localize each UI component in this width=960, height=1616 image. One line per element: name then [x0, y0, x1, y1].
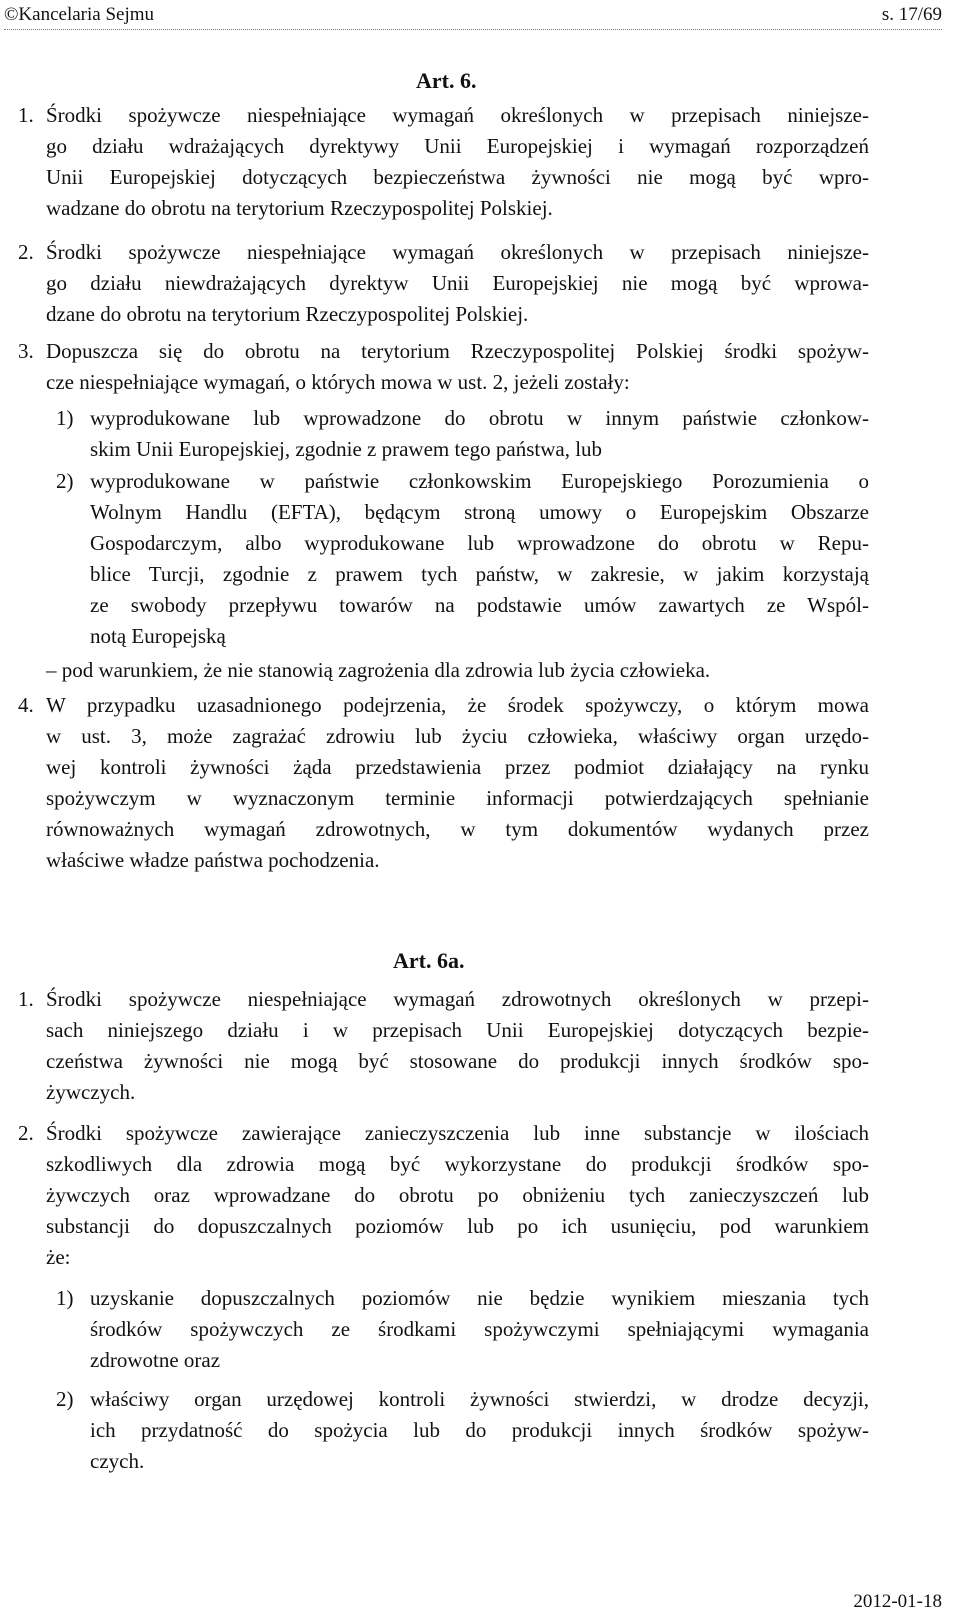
- art6a-p2-item-1: [90, 1283, 869, 1376]
- text-line: sach niniejszego działu i w przepisach Unii Europejskiej dotyczących bezpie-: [46, 1018, 869, 1042]
- text-line: wadzane do obrotu na terytorium Rzeczypospolitej Polskiej.: [46, 196, 553, 220]
- text-line: czych.: [90, 1449, 145, 1473]
- text-line: Gospodarczym, albo wyprodukowane lub wprowadzone do obrotu w Repu-: [90, 531, 869, 555]
- text-line: wyprodukowane w państwie członkowskim Europejskiego Porozumienia o: [90, 469, 869, 493]
- text-line: że:: [46, 1245, 71, 1269]
- text-line: czeństwa żywności nie mogą być stosowane do produkcji innych środków spo-: [46, 1049, 869, 1073]
- text-line: wej kontroli żywności żąda przedstawienia przez podmiot działający na rynku: [46, 755, 869, 779]
- art6-paragraph-4: [46, 690, 869, 876]
- art6a-p2-number: 2.: [18, 1121, 34, 1145]
- art6-paragraph-1: [46, 100, 869, 224]
- copyright-text: ©Kancelaria Sejmu: [4, 4, 155, 25]
- art6-p3-item-1: [90, 403, 869, 465]
- art6-paragraph-2: [46, 237, 869, 330]
- text-line: właściwe władze państwa pochodzenia.: [46, 848, 380, 872]
- text-line: Unii Europejskiej dotyczących bezpieczeństwa żywności nie mogą być wpro-: [46, 165, 869, 189]
- text-line: Wolnym Handlu (EFTA), będącym stroną umowy o Europejskim Obszarze: [90, 500, 869, 524]
- text-line: skim Unii Europejskiej, zgodnie z prawem tego państwa, lub: [90, 437, 603, 461]
- art6-p4-number: 4.: [18, 693, 34, 717]
- text-line: uzyskanie dopuszczalnych poziomów nie będzie wynikiem mieszania tych: [90, 1286, 869, 1310]
- art6a-p2-item1-number: 1): [56, 1286, 74, 1310]
- text-line: szkodliwych dla zdrowia mogą być wykorzystane do produkcji środków spo-: [46, 1152, 869, 1176]
- art6-p3-closing: – pod warunkiem, że nie stanowią zagrożenia dla zdrowia lub życia człowieka.: [46, 658, 711, 682]
- text-line: Środki spożywcze niespełniające wymagań określonych w przepisach niniejsze-: [46, 103, 869, 127]
- document-date: 2012-01-18: [853, 1591, 942, 1612]
- text-line: równoważnych wymagań zdrowotnych, w tym dokumentów wydanych przez: [46, 817, 869, 841]
- art6a-paragraph-2: [46, 1118, 869, 1273]
- art6a-paragraph-1: [46, 984, 869, 1108]
- text-line: Środki spożywcze niespełniające wymagań zdrowotnych określonych w przepi-: [46, 987, 869, 1011]
- article-6a-title: Art. 6a.: [393, 948, 465, 973]
- page-header: [4, 4, 942, 28]
- art6-p1-number: 1.: [18, 103, 34, 127]
- text-line: dzane do obrotu na terytorium Rzeczypospolitej Polskiej.: [46, 302, 529, 326]
- art6-p3-item2-number: 2): [56, 469, 74, 493]
- text-line: substancji do dopuszczalnych poziomów lub po ich usunięciu, pod warunkiem: [46, 1214, 869, 1238]
- text-line: W przypadku uzasadnionego podejrzenia, że środek spożywczy, o którym mowa: [46, 693, 869, 717]
- text-line: w ust. 3, może zagrażać zdrowiu lub życiu człowieka, właściwy organ urzędo-: [46, 724, 869, 748]
- art6-p3-item-2: [90, 466, 869, 652]
- text-line: blice Turcji, zgodnie z prawem tych państw, w zakresie, w jakim korzystają: [90, 562, 869, 586]
- header-divider: [4, 29, 942, 30]
- art6-p3-number: 3.: [18, 339, 34, 363]
- art6-p2-number: 2.: [18, 240, 34, 264]
- art6a-p2-item2-number: 2): [56, 1387, 74, 1411]
- text-line: Środki spożywcze zawierające zanieczyszczenia lub inne substancje w ilościach: [46, 1121, 869, 1145]
- text-line: Środki spożywcze niespełniające wymagań określonych w przepisach niniejsze-: [46, 240, 869, 264]
- art6-paragraph-3: [46, 336, 869, 398]
- text-line: go działu niewdrażających dyrektyw Unii Europejskiej nie mogą być wprowa-: [46, 271, 869, 295]
- text-line: właściwy organ urzędowej kontroli żywności stwierdzi, w drodze decyzji,: [90, 1387, 869, 1411]
- text-line: spożywczym w wyznaczonym terminie informacji potwierdzających spełnianie: [46, 786, 869, 810]
- text-line: notą Europejską: [90, 624, 226, 648]
- text-line: wyprodukowane lub wprowadzone do obrotu w innym państwie członkow-: [90, 406, 869, 430]
- art6-p3-item1-number: 1): [56, 406, 74, 430]
- art6a-p1-number: 1.: [18, 987, 34, 1011]
- text-line: cze niespełniające wymagań, o których mowa w ust. 2, jeżeli zostały:: [46, 370, 630, 394]
- text-line: go działu wdrażających dyrektywy Unii Europejskiej i wymagań rozporządzeń: [46, 134, 869, 158]
- text-line: ze swobody przepływu towarów na podstawie umów zawartych ze Wspól-: [90, 593, 869, 617]
- art6a-p2-item-2: [90, 1384, 869, 1477]
- text-line: zdrowotne oraz: [90, 1348, 221, 1372]
- page-number: s. 17/69: [881, 4, 942, 25]
- text-line: żywczych oraz wprowadzane do obrotu po obniżeniu tych zanieczyszczeń lub: [46, 1183, 869, 1207]
- text-line: ich przydatność do spożycia lub do produkcji innych środków spożyw-: [90, 1418, 869, 1442]
- text-line: żywczych.: [46, 1080, 136, 1104]
- text-line: środków spożywczych ze środkami spożywczymi spełniającymi wymagania: [90, 1317, 869, 1341]
- article-6-title: Art. 6.: [416, 68, 477, 93]
- text-line: Dopuszcza się do obrotu na terytorium Rzeczypospolitej Polskiej środki spożyw-: [46, 339, 869, 363]
